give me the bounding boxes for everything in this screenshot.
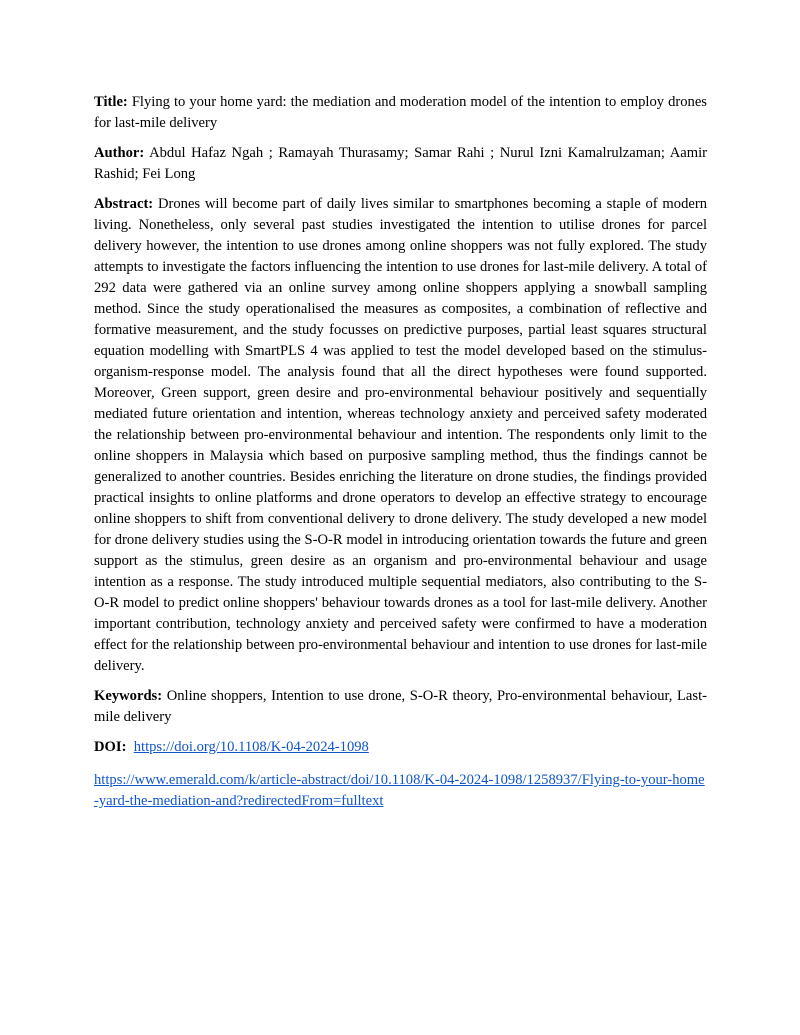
keywords-paragraph (94, 686, 707, 728)
document-page (94, 92, 707, 812)
doi-label: DOI: (94, 739, 127, 755)
title-label: Title: (94, 94, 128, 110)
abstract-text: Drones will become part of daily lives similar to smartphones becoming a staple of modern living. Nonetheless, only several past studies investigated the intention to utilise drones for parcel delivery however, the intention to use drones among online shoppers was not fully explored. The study attempts to investigate the factors influencing the intention to use drones for last-mile delivery. A total of 292 data were gathered via an online survey among online shoppers applying a snowball sampling method. Since the study operationalised the measures as composites, a combination of reflective and formative measurement, and the study focusses on predictive purposes, partial least squares structural equation modelling with SmartPLS 4 was applied to test the model developed based on the stimulus-organism-response model. The analysis found that all the direct hypotheses were found supported. Moreover, Green support, green desire and pro-environmental behaviour positively and sequentially mediated future orientation and intention, whereas technology anxiety and perceived safety moderated the relationship between pro-environmental behaviour and intention. The respondents only limit to the online shoppers in Malaysia which based on purposive sampling method, thus the findings cannot be generalized to another countries. Besides enriching the literature on drone studies, the findings provided practical insights to online platforms and drone operators to develop an effective strategy to encourage online shoppers to shift from conventional delivery to drone delivery. The study developed a new model for drone delivery studies using the S-O-R model in introducing orientation towards the future and green support as the stimulus, green desire as an organism and pro-environmental behaviour and usage intention as a response. The study introduced multiple sequential mediators, also contributing to the S-O-R model to predict online shoppers' behaviour towards drones as a tool for last-mile delivery. Another important contribution, technology anxiety and perceived safety were confirmed to have a moderation effect for the relationship between pro-environmental behaviour and intention to use drones for last-mile delivery. (94, 196, 707, 674)
title-paragraph (94, 92, 707, 134)
abstract-label: Abstract: (94, 196, 154, 212)
doi-paragraph (94, 737, 707, 758)
author-paragraph (94, 143, 707, 185)
keywords-label: Keywords: (94, 688, 163, 704)
title-text: Flying to your home yard: the mediation and moderation model of the intention to employ drones for last-mile delivery (94, 94, 707, 131)
author-text: Abdul Hafaz Ngah ; Ramayah Thurasamy; Samar Rahi ; Nurul Izni Kamalrulzaman; Aamir Rashid; Fei Long (94, 145, 707, 182)
source-link-paragraph (94, 770, 707, 812)
source-link[interactable]: https://www.emerald.com/k/article-abstract/doi/10.1108/K-04-2024-1098/1258937/Flying-to-your-home-yard-the-mediation-and?redirectedFrom=fulltext (94, 772, 705, 809)
keywords-text: Online shoppers, Intention to use drone, S-O-R theory, Pro-environmental behaviour, Last-mile delivery (94, 688, 707, 725)
abstract-paragraph (94, 194, 707, 677)
doi-link[interactable]: https://doi.org/10.1108/K-04-2024-1098 (133, 739, 369, 755)
author-label: Author: (94, 145, 145, 161)
